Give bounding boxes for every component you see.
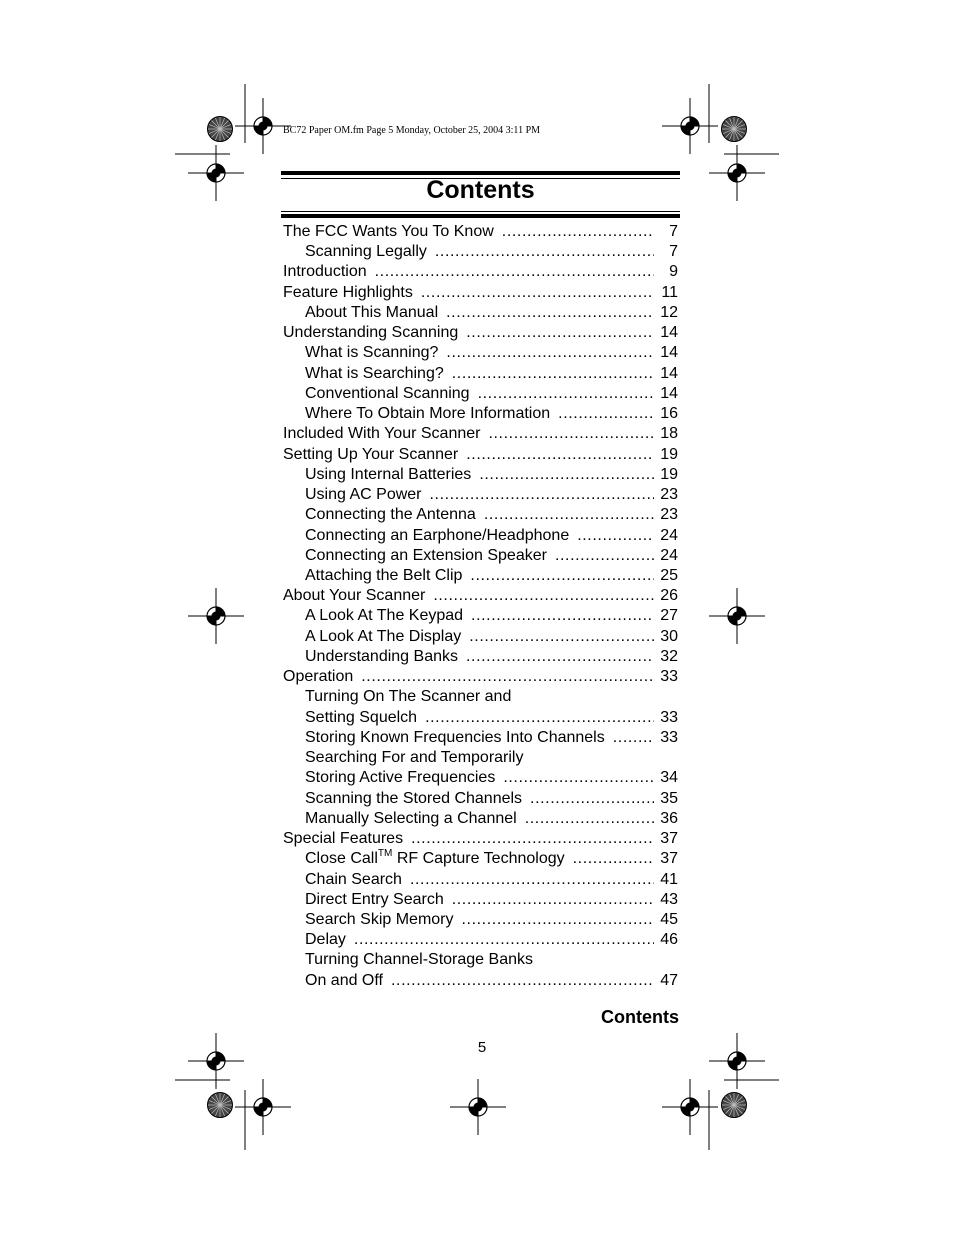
- title-rule-bottom-thick: [281, 214, 680, 218]
- toc-entry-title: About This Manual: [305, 303, 439, 321]
- dot-leader: [435, 242, 654, 262]
- dot-leader: [525, 809, 654, 829]
- toc-entry-title: Special Features: [283, 830, 404, 848]
- toc-entry[interactable]: [283, 566, 678, 586]
- dot-leader: [391, 971, 654, 991]
- toc-entry[interactable]: [283, 485, 678, 505]
- dot-leader: [433, 586, 654, 606]
- toc-entry[interactable]: [283, 870, 678, 890]
- toc-entry-page: 36: [660, 809, 678, 827]
- toc-entry-page: 19: [660, 465, 678, 483]
- toc-entry-title: Storing Active Frequencies: [305, 769, 496, 787]
- dot-leader: [558, 404, 654, 424]
- toc-entry-page: 33: [660, 728, 678, 746]
- toc-entry[interactable]: [283, 809, 678, 829]
- toc-entry-title: Included With Your Scanner: [283, 425, 481, 443]
- dot-leader: [462, 910, 655, 930]
- toc-entry-page: 33: [660, 708, 678, 726]
- toc-entry[interactable]: [283, 242, 678, 262]
- registration-mark-icon: [709, 588, 765, 644]
- toc-entry-page: 9: [669, 263, 678, 281]
- toc-entry-page: 7: [669, 223, 678, 240]
- toc-entry-page: 37: [660, 850, 678, 868]
- toc-entry[interactable]: [283, 667, 678, 687]
- toc-entry-title: Feature Highlights: [283, 283, 413, 301]
- starburst-icon: [208, 1093, 233, 1118]
- dot-leader: [425, 708, 654, 728]
- toc-entry-title: Close Call™ RF Capture Technology: [305, 847, 565, 868]
- toc-entry-title: Turning Channel-Storage Banks: [305, 951, 533, 969]
- dot-leader: [530, 789, 654, 809]
- toc-entry-title: What is Searching?: [305, 364, 444, 382]
- toc-entry-title: Connecting the Antenna: [305, 506, 476, 524]
- toc-entry[interactable]: [283, 910, 678, 930]
- dot-leader: [446, 303, 654, 323]
- dot-leader: [503, 768, 654, 788]
- dot-leader: [471, 606, 654, 626]
- toc-entry-title: Connecting an Extension Speaker: [305, 546, 547, 564]
- toc-entry-title: Using Internal Batteries: [305, 465, 472, 483]
- title-rule-top-thick: [281, 171, 680, 175]
- toc-entry[interactable]: [283, 768, 678, 788]
- page-title: Contents: [426, 176, 535, 204]
- toc-entry-title: A Look At The Keypad: [305, 607, 464, 625]
- toc-entry[interactable]: [283, 505, 678, 525]
- registration-mark-icon: [188, 588, 244, 644]
- toc-entry-page: 24: [660, 526, 678, 544]
- dot-leader: [452, 364, 654, 384]
- toc-entry[interactable]: [283, 546, 678, 566]
- dot-leader: [375, 262, 654, 282]
- toc-entry[interactable]: [283, 343, 678, 363]
- toc-entry-page: 24: [660, 546, 678, 564]
- toc-entry-title: Delay: [305, 931, 346, 949]
- toc-entry[interactable]: [283, 404, 678, 424]
- registration-mark-icon: [662, 98, 718, 154]
- toc-entry[interactable]: [283, 728, 678, 748]
- toc-entry-page: 32: [660, 647, 678, 665]
- registration-mark-icon: [188, 1033, 244, 1089]
- toc-entry-title: About Your Scanner: [283, 587, 426, 605]
- toc-entry-page: 11: [661, 283, 678, 301]
- toc-entry[interactable]: [283, 829, 678, 849]
- registration-mark-icon: [188, 145, 244, 201]
- toc-entry-page: 47: [660, 971, 678, 989]
- toc-entry-title: Scanning Legally: [305, 243, 427, 261]
- toc-entry-page: 43: [660, 890, 678, 908]
- dot-leader: [361, 667, 654, 687]
- toc-entry-page: 23: [660, 486, 678, 504]
- toc-entry-title: The FCC Wants You To Know: [283, 223, 494, 240]
- toc-entry[interactable]: [283, 445, 678, 465]
- toc-entry-page: 46: [660, 931, 678, 949]
- toc-entry[interactable]: [283, 283, 678, 303]
- toc-entry[interactable]: [283, 890, 678, 910]
- toc-entry-title: Setting Up Your Scanner: [283, 445, 459, 463]
- toc-entry[interactable]: [283, 586, 678, 606]
- dot-leader: [573, 849, 654, 869]
- dot-leader: [446, 343, 654, 363]
- title-rule-bottom-thin: [281, 211, 680, 212]
- toc-entry-title: Conventional Scanning: [305, 384, 470, 402]
- toc-entry-page: 16: [660, 405, 678, 423]
- dot-leader: [613, 728, 654, 748]
- toc-entry[interactable]: [283, 384, 678, 404]
- dot-leader: [410, 870, 654, 890]
- toc-entry-page: 14: [660, 344, 678, 362]
- toc-entry-page: 35: [660, 789, 678, 807]
- dot-leader: [469, 627, 654, 647]
- toc-entry-page: 45: [660, 910, 678, 928]
- toc-entry[interactable]: [283, 364, 678, 384]
- toc-entry-title: Search Skip Memory: [305, 910, 454, 928]
- dot-leader: [452, 890, 654, 910]
- toc-entry-page: 23: [660, 506, 678, 524]
- toc-entry[interactable]: [283, 789, 678, 809]
- toc-entry-title: Turning On The Scanner and: [305, 688, 512, 706]
- file-header-stamp: BC72 Paper OM.fm Page 5 Monday, October 25, 2004 3:11 PM: [283, 125, 541, 136]
- toc-entry-page: 14: [660, 364, 678, 382]
- toc-entry-page: 34: [660, 769, 678, 787]
- registration-mark-icon: [709, 145, 765, 201]
- toc-entry[interactable]: [283, 708, 678, 728]
- dot-leader: [470, 566, 654, 586]
- dot-leader: [555, 546, 654, 566]
- toc-entry-title: Attaching the Belt Clip: [305, 566, 463, 584]
- toc-entry[interactable]: [283, 262, 678, 282]
- toc-entry-page: 37: [660, 830, 678, 848]
- dot-leader: [354, 930, 654, 950]
- toc-entry-page: 41: [660, 870, 678, 888]
- toc-entry[interactable]: [283, 303, 678, 323]
- toc-entry-title: Storing Known Frequencies Into Channels: [305, 728, 605, 746]
- toc-entry-page: 14: [660, 324, 678, 342]
- dot-leader: [502, 222, 654, 242]
- toc-entry[interactable]: [283, 930, 678, 950]
- dot-leader: [430, 485, 655, 505]
- dot-leader: [478, 384, 654, 404]
- dot-leader: [421, 283, 654, 303]
- trademark-superscript: TM: [377, 847, 393, 859]
- toc-entry-page: 25: [660, 566, 678, 584]
- toc-entry-title: Direct Entry Search: [305, 890, 444, 908]
- dot-leader: [479, 465, 654, 485]
- toc-entry-page: 30: [660, 627, 678, 645]
- toc-entry-title: A Look At The Display: [305, 627, 462, 645]
- toc-entry-title: Setting Squelch: [305, 708, 418, 726]
- toc-entry[interactable]: [283, 222, 678, 242]
- registration-mark-icon: [662, 1079, 718, 1135]
- table-of-contents: [283, 222, 678, 991]
- starburst-icon: [208, 117, 233, 142]
- toc-entry-title: Manually Selecting a Channel: [305, 809, 517, 827]
- toc-entry-page: 19: [660, 445, 678, 463]
- toc-entry-title: Operation: [283, 668, 354, 686]
- registration-mark-icon: [709, 1033, 765, 1089]
- registration-mark-icon: [450, 1079, 506, 1135]
- starburst-icon: [722, 1093, 747, 1118]
- toc-entry-title: Understanding Banks: [305, 647, 458, 665]
- toc-entry-title: Searching For and Temporarily: [305, 749, 524, 767]
- toc-entry-title: Chain Search: [305, 870, 402, 888]
- toc-entry-page: 14: [660, 384, 678, 402]
- toc-entry-title: On and Off: [305, 971, 383, 989]
- dot-leader: [488, 424, 654, 444]
- toc-entry-title: Scanning the Stored Channels: [305, 789, 523, 807]
- toc-entry-title: Introduction: [283, 263, 367, 281]
- dot-leader: [466, 445, 654, 465]
- dot-leader: [411, 829, 654, 849]
- footer-section-title: Contents: [601, 1007, 679, 1027]
- toc-entry-title: Understanding Scanning: [283, 324, 459, 342]
- toc-entry-page: 7: [669, 243, 678, 261]
- toc-entry[interactable]: [283, 424, 678, 444]
- toc-entry-page: 33: [660, 668, 678, 686]
- toc-entry[interactable]: [283, 849, 678, 869]
- dot-leader: [484, 505, 654, 525]
- toc-entry-title: Where To Obtain More Information: [305, 405, 551, 423]
- dot-leader: [466, 647, 654, 667]
- toc-entry-title: Connecting an Earphone/Headphone: [305, 526, 570, 544]
- toc-entry[interactable]: [283, 465, 678, 485]
- toc-entry-continued[interactable]: [283, 748, 678, 768]
- toc-entry-page: 27: [660, 607, 678, 625]
- toc-entry-title: What is Scanning?: [305, 344, 439, 362]
- toc-entry[interactable]: [283, 627, 678, 647]
- toc-entry-continued[interactable]: [283, 687, 678, 707]
- dot-leader: [466, 323, 654, 343]
- page-number: 5: [477, 1039, 487, 1056]
- toc-entry-page: 18: [660, 425, 678, 443]
- starburst-icon: [722, 117, 747, 142]
- toc-entry[interactable]: [283, 606, 678, 626]
- toc-entry-title: Using AC Power: [305, 486, 422, 504]
- toc-entry-page: 26: [660, 587, 678, 605]
- toc-entry[interactable]: [283, 323, 678, 343]
- registration-mark-icon: [235, 1079, 291, 1135]
- toc-entry[interactable]: [283, 647, 678, 667]
- toc-entry[interactable]: [283, 971, 678, 991]
- dot-leader: [577, 526, 654, 546]
- toc-entry[interactable]: [283, 526, 678, 546]
- toc-entry-page: 12: [660, 303, 678, 321]
- toc-entry-continued[interactable]: [283, 950, 678, 970]
